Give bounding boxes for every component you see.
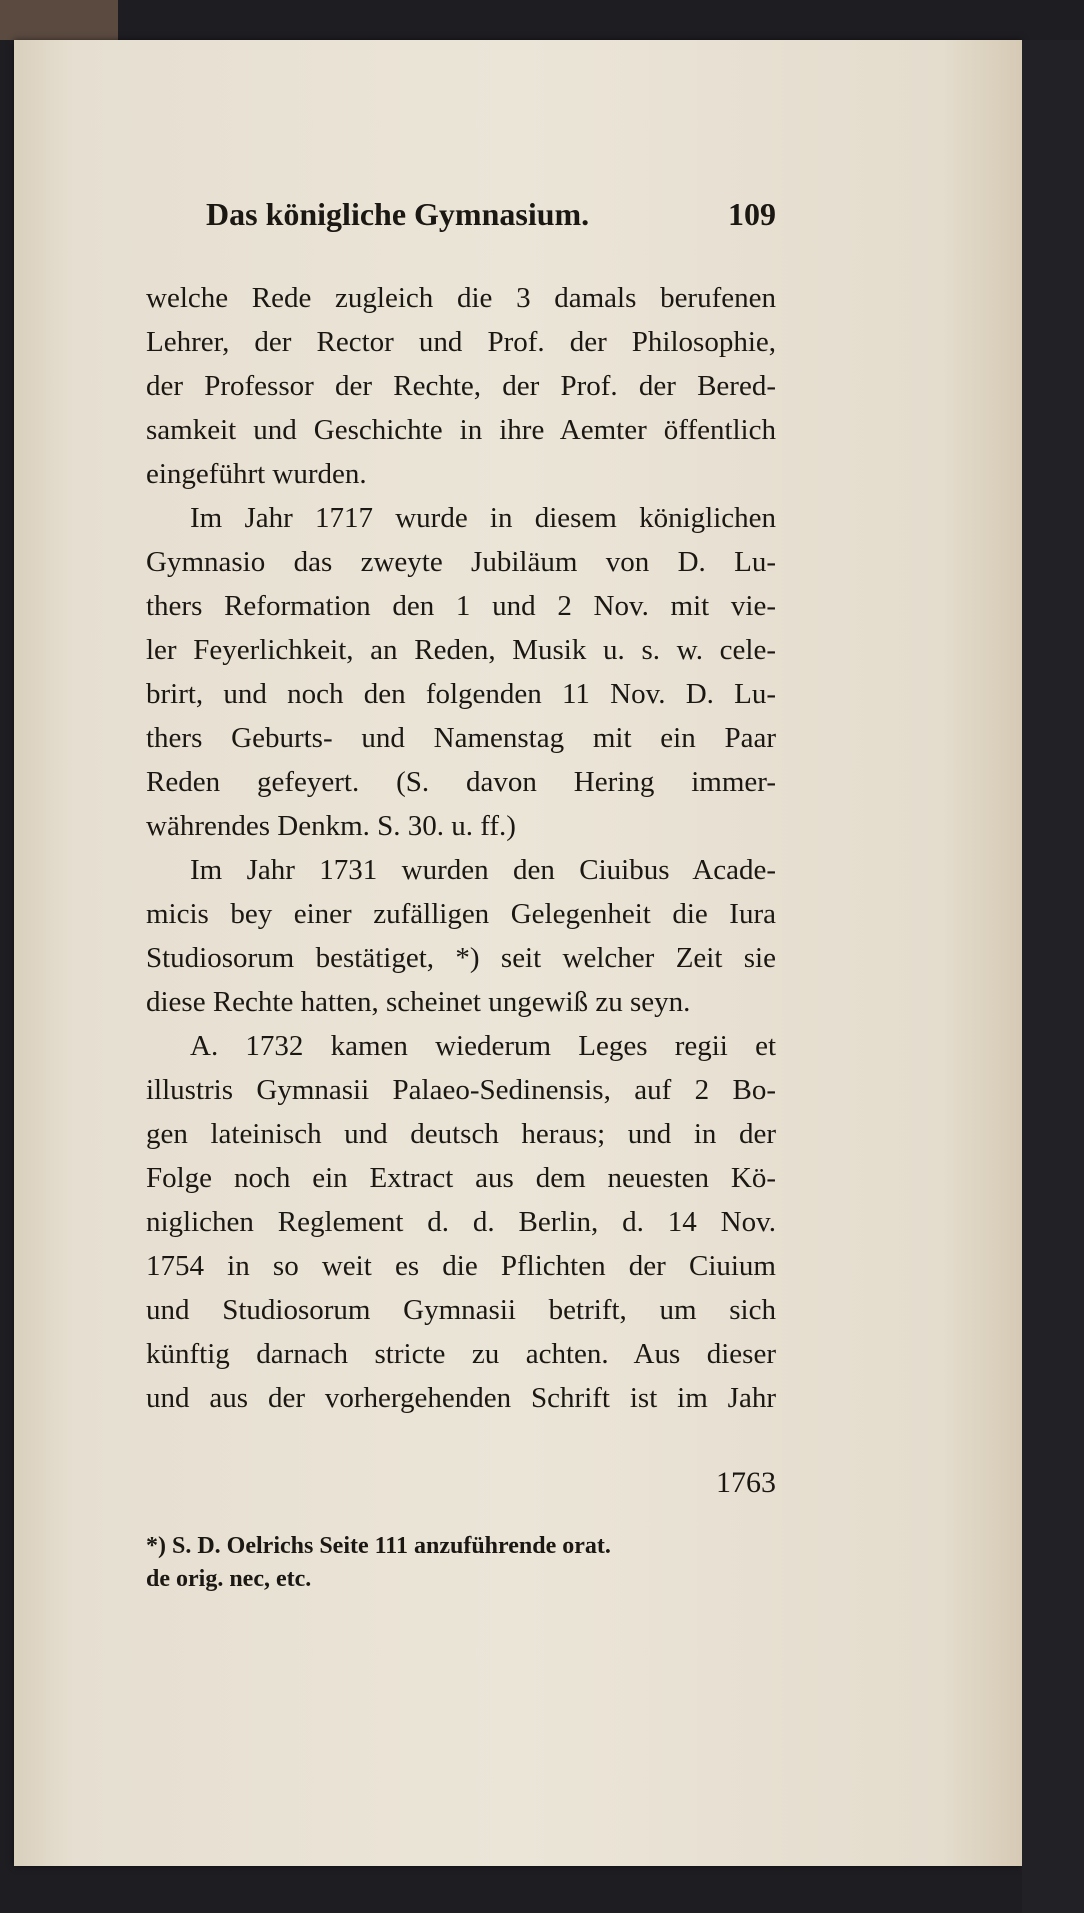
running-title: Das königliche Gymnasium.: [206, 196, 590, 232]
text-line: Lehrer, der Rector und Prof. der Philosophie,: [146, 326, 776, 358]
text-line: micis bey einer zufälligen Gelegenheit die Iura: [146, 898, 776, 930]
text-line: diese Rechte hatten, scheinet ungewiß zu seyn.: [146, 986, 691, 1018]
text-line: niglichen Reglement d. d. Berlin, d. 14 Nov.: [146, 1206, 776, 1238]
footnote: [146, 1530, 776, 1596]
text-line: künftig darnach stricte zu achten. Aus dieser: [146, 1338, 776, 1370]
text-line: ler Feyerlichkeit, an Reden, Musik u. s. w. cele-: [146, 634, 776, 666]
running-header: [146, 196, 776, 233]
footnote-line: *) S. D. Oelrichs Seite 111 anzuführende orat.: [146, 1533, 611, 1559]
text-line: welche Rede zugleich die 3 damals berufenen: [146, 282, 776, 314]
page-number: 109: [728, 196, 776, 232]
text-line: samkeit und Geschichte in ihre Aemter öffentlich: [146, 414, 776, 446]
text-line: währendes Denkm. S. 30. u. ff.): [146, 810, 516, 842]
text-line: 1754 in so weit es die Pflichten der Ciuium: [146, 1250, 776, 1282]
text-line: Studiosorum bestätiget, *) seit welcher Zeit sie: [146, 942, 776, 974]
text-line: illustris Gymnasii Palaeo-Sedinensis, auf 2 Bo-: [146, 1074, 776, 1106]
text-line: Im Jahr 1717 wurde in diesem königlichen: [190, 502, 776, 534]
text-line: Im Jahr 1731 wurden den Ciuibus Acade-: [190, 854, 776, 886]
text-line: brirt, und noch den folgenden 11 Nov. D. Lu-: [146, 678, 776, 710]
body-text: [146, 276, 776, 1420]
text-line: Gymnasio das zweyte Jubiläum von D. Lu-: [146, 546, 776, 578]
text-line: und aus der vorhergehenden Schrift ist im Jahr: [146, 1382, 776, 1414]
text-line: thers Geburts- und Namenstag mit ein Paar: [146, 722, 776, 754]
text-line: A. 1732 kamen wiederum Leges regii et: [190, 1030, 776, 1062]
text-line: der Professor der Rechte, der Prof. der Bered-: [146, 370, 776, 402]
text-line: gen lateinisch und deutsch heraus; und in der: [146, 1118, 776, 1150]
text-line: und Studiosorum Gymnasii betrift, um sich: [146, 1294, 776, 1326]
text-line: eingeführt wurden.: [146, 458, 367, 490]
text-line: thers Reformation den 1 und 2 Nov. mit vie-: [146, 590, 776, 622]
book-edge-right: [1022, 40, 1084, 1913]
text-line: Folge noch ein Extract aus dem neuesten Kö-: [146, 1162, 776, 1194]
text-line: Reden gefeyert. (S. davon Hering immer-: [146, 766, 776, 798]
catchword: 1763: [716, 1466, 776, 1499]
book-cover-edge: [0, 0, 118, 40]
footnote-line: de orig. nec, etc.: [146, 1566, 312, 1592]
